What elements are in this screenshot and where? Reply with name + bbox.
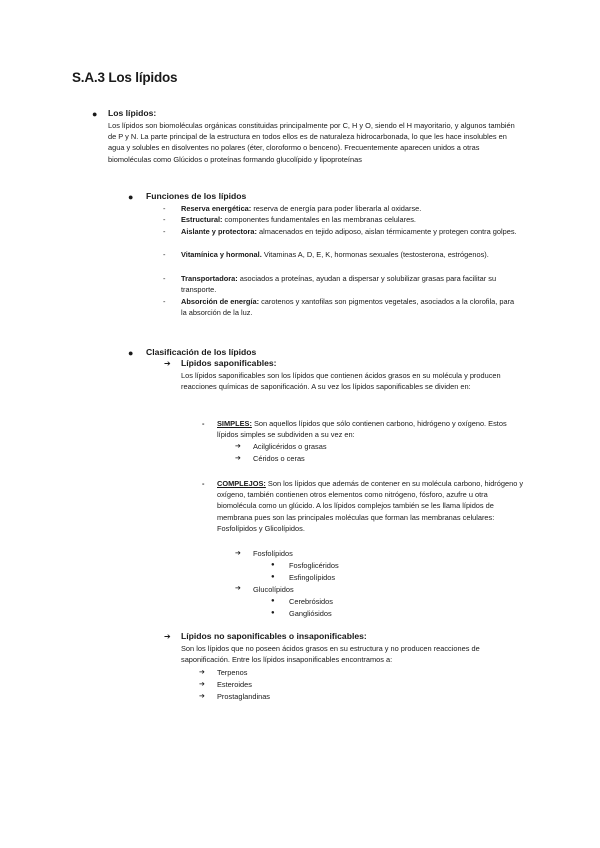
arrow-icon: ➔ [235,585,241,592]
funcion-item [181,226,521,237]
simples-item [217,418,527,440]
funcion-text: carotenos y xantofilas son pigmentos vegetales, asociados a la clorofila, para la absorción de la luz. [181,297,515,318]
complejos-term: COMPLEJOS: [217,479,266,488]
dash-icon: - [202,479,205,488]
insaponificables-item: Terpenos [217,668,248,677]
dash-icon: - [163,297,166,306]
bullet-icon: ● [271,562,275,568]
clasificacion-heading: Clasificación de los lípidos [146,347,257,357]
dash-icon: - [163,215,166,224]
arrow-icon: ➔ [235,455,241,462]
page-title: S.A.3 Los lípidos [72,70,178,85]
dash-icon: - [202,419,205,428]
funcion-item [181,296,521,318]
complejos-text: Son los lípidos que además de contener en su molécula carbono, hidrógeno y oxígeno, también contienen otros elementos como nitrógeno, fósforo, azufre u otra biomolécula como un glúcido. A los lípidos complejos también se les llama lípidos de membrana pues son las principales moléculas que forman las membranas celulares: Fosfolípidos y Glicolípidos. [217,479,524,533]
insaponificables-item: Esteroides [217,680,252,689]
funcion-term: Transportadora: [181,274,238,283]
funcion-text: reserva de energía para poder liberarla al oxidarse. [251,204,422,213]
complejos-item [217,478,529,534]
funcion-term: Absorción de energía: [181,297,260,306]
funcion-text: asociados a proteínas, ayudan a dispersar y solubilizar grasas para facilitar su transporte. [181,274,497,295]
lipidos-heading: Los lípidos: [108,108,157,118]
funcion-text: componentes fundamentales en las membranas celulares. [222,215,416,224]
bullet-icon: ● [271,610,275,616]
glucolipidos-label: Glucolípidos [253,585,294,594]
bullet-icon: ● [271,598,275,604]
funcion-text: Vitaminas A, D, E, K, hormonas sexuales (testosterona, estrógenos). [261,250,489,259]
saponificables-heading: Lípidos saponificables: [181,358,277,368]
funcion-term: Estructural: [181,215,223,224]
bullet-icon: ● [271,574,275,580]
fosfolipidos-subitem: Fosfoglicéridos [289,561,339,570]
simples-term: SIMPLES: [217,419,252,428]
bullet-icon: ● [128,348,134,358]
simples-subitem: Acilglicéridos o grasas [253,442,327,451]
insaponificables-paragraph: Son los lípidos que no poseen ácidos grasos en su estructura y no producen reacciones de saponificación. Entre los lípidos insaponificables encontramos a: [181,644,480,665]
funciones-heading: Funciones de los lípidos [146,191,247,201]
fosfolipidos-subitem: Esfingolípidos [289,573,336,582]
glucolipidos-subitem: Gangliósidos [289,609,332,618]
funcion-term: Aislante y protectora: [181,227,257,236]
arrow-icon: ➔ [235,550,241,557]
funcion-item [181,249,521,260]
arrow-icon: ➔ [199,693,205,700]
funcion-text: almacenados en tejido adiposo, aislan térmicamente y protegen contra golpes. [256,227,517,236]
arrow-icon: ➔ [164,632,171,641]
dash-icon: - [163,250,166,259]
glucolipidos-subitem: Cerebrósidos [289,597,333,606]
saponificables-paragraph: Los lípidos saponificables son los lípidos que contienen ácidos grasos en su molécula y producen reacciones químicas de saponificación. A su vez los lípidos saponificables se dividen en: [181,371,501,392]
fosfolipidos-label: Fosfolípidos [253,549,293,558]
funcion-term: Vitamínica y hormonal. [181,250,262,259]
arrow-icon: ➔ [199,669,205,676]
bullet-icon: ● [92,109,98,119]
dash-icon: - [163,227,166,236]
insaponificables-item: Prostaglandinas [217,692,271,701]
arrow-icon: ➔ [199,681,205,688]
simples-subitem: Céridos o ceras [253,454,305,463]
arrow-icon: ➔ [235,443,241,450]
funcion-item [181,203,521,214]
dash-icon: - [163,204,166,213]
bullet-icon: ● [128,192,134,202]
dash-icon: - [163,274,166,283]
funcion-term: Reserva energética: [181,204,252,213]
insaponificables-heading: Lípidos no saponificables o insaponificables: [181,631,367,641]
funcion-item [181,273,521,295]
lipidos-paragraph: Los lípidos son biomoléculas orgánicas constituidas principalmente por C, H y O, siendo el H mayoritario, y algunos también de P y N. La parte principal de la estructura en todos ellos es de naturaleza hidrocarbonada, lo que les hace insolubles en agua y solubles en disolventes no polares (éter, cloroformo o benceno). Frecuentemente aparecen unidos a otras biomoléculas como Glúcidos o proteínas formando glucolípido y lipoproteínas [108,121,515,164]
funcion-item [181,214,521,225]
simples-text: Son aquellos lípidos que sólo contienen carbono, hidrógeno y oxígeno. Estos lípidos simples se subdividen a su vez en: [217,419,507,440]
arrow-icon: ➔ [164,359,171,368]
